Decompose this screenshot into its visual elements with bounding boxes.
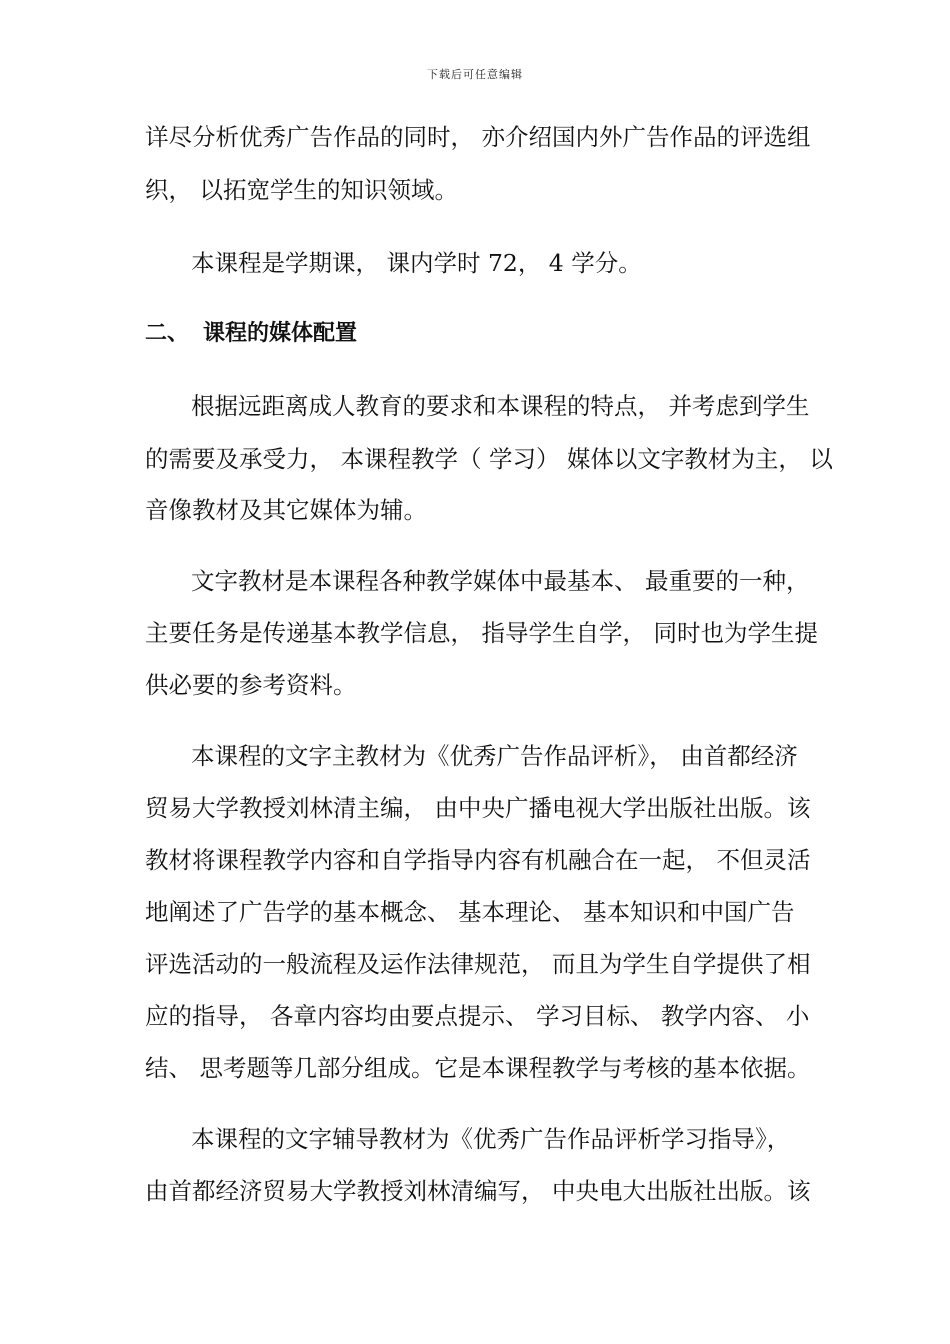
body-line: 结、 思考题等几部分组成。它是本课程教学与考核的基本依据。 [145, 1054, 811, 1082]
body-line: 织， 以拓宽学生的知识领域。 [145, 176, 458, 204]
section-heading [145, 319, 357, 349]
body-line: 贸易大学教授刘林清主编， 由中央广播电视大学出版社出版。该 [145, 794, 811, 822]
body-line: 评选活动的一般流程及运作法律规范， 而且为学生自学提供了相 [145, 950, 811, 978]
section-number: 二、 [145, 321, 190, 346]
body-line: 音像教材及其它媒体为辅。 [145, 496, 427, 524]
body-line: 应的指导， 各章内容均由要点提示、 学习目标、 教学内容、 小 [145, 1002, 810, 1030]
body-line: 根据远距离成人教育的要求和本课程的特点， 并考虑到学生 [191, 392, 810, 420]
body-line: 地阐述了广告学的基本概念、 基本理论、 基本知识和中国广告 [145, 898, 795, 926]
body-line: 文字教材是本课程各种教学媒体中最基本、 最重要的一种， [191, 567, 810, 595]
body-line: 教材将课程教学内容和自学指导内容有机融合在一起， 不但灵活 [145, 846, 811, 874]
body-line: 详尽分析优秀广告作品的同时， 亦介绍国内外广告作品的评选组 [145, 123, 811, 151]
body-line: 由首都经济贸易大学教授刘林清编写， 中央电大出版社出版。该 [145, 1177, 811, 1205]
body-line: 本课程的文字辅导教材为《优秀广告作品评析学习指导》， [191, 1125, 791, 1153]
body-line: 本课程是学期课， 课内学时 72， 4 学分。 [191, 249, 642, 277]
header-note: 下载后可任意编辑 [427, 68, 523, 81]
body-line: 供必要的参考资料。 [145, 671, 357, 699]
section-title: 课程的媒体配置 [203, 321, 358, 346]
body-line: 的需要及承受力， 本课程教学（ 学习） 媒体以文字教材为主， 以 [145, 445, 833, 473]
body-line: 主要任务是传递基本教学信息， 指导学生自学， 同时也为学生提 [145, 619, 818, 647]
body-line: 本课程的文字主教材为《优秀广告作品评析》， 由首都经济 [191, 742, 798, 770]
